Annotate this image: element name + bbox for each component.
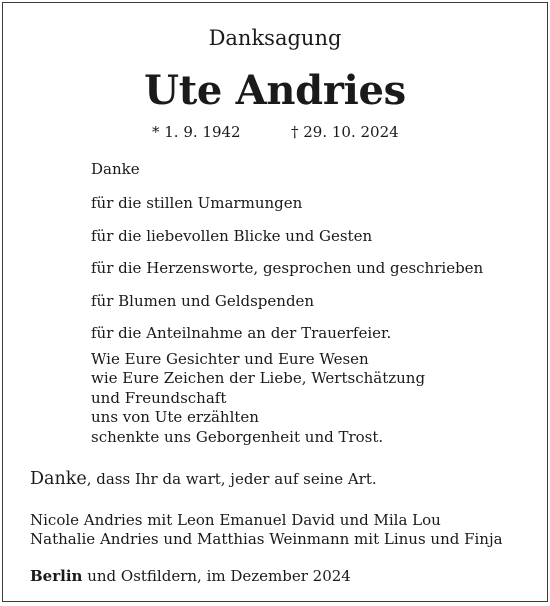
thanks-item: für die liebevollen Blicke und Gesten [91, 226, 373, 245]
deceased-name: Ute Andries [144, 67, 406, 114]
closing-word: Danke [30, 469, 87, 489]
notice-heading: Danksagung [208, 26, 342, 50]
family-signatures [30, 511, 503, 550]
poem-line: und Freundschaft [91, 388, 227, 407]
closing-line [30, 468, 377, 490]
thanks-intro: Danke [91, 160, 140, 178]
thanks-item: für die Anteilnahme an der Trauerfeier. [91, 324, 392, 342]
poem-line: schenkte uns Geborgenheit und Trost. [91, 427, 384, 446]
poem-line: uns von Ute erzählten [91, 408, 259, 427]
place-date-line [30, 566, 351, 586]
poem-line: Wie Eure Gesichter und Eure Wesen [91, 350, 369, 368]
death-date: † 29. 10. 2024 [291, 123, 399, 141]
poem-line: wie Eure Zeichen der Liebe, Wertschätzung [91, 369, 426, 388]
place-city: Berlin [30, 567, 83, 585]
poem [91, 350, 425, 447]
thanks-list [91, 193, 483, 356]
family-line: Nicole Andries mit Leon Emanuel David und Mila Lou [30, 511, 441, 529]
family-line: Nathalie Andries und Matthias Weinmann mit Linus und Finja [30, 530, 503, 549]
place-date: und Ostfildern, im Dezember 2024 [82, 567, 351, 585]
thanks-item: für die Herzensworte, gesprochen und geschrieben [91, 259, 484, 277]
closing-text: , dass Ihr da wart, jeder auf seine Art. [86, 470, 377, 488]
thanks-item: für die stillen Umarmungen [91, 194, 303, 212]
thanks-item: für Blumen und Geldspenden [91, 291, 315, 310]
birth-date: * 1. 9. 1942 [152, 123, 241, 141]
obituary-notice [2, 2, 548, 602]
